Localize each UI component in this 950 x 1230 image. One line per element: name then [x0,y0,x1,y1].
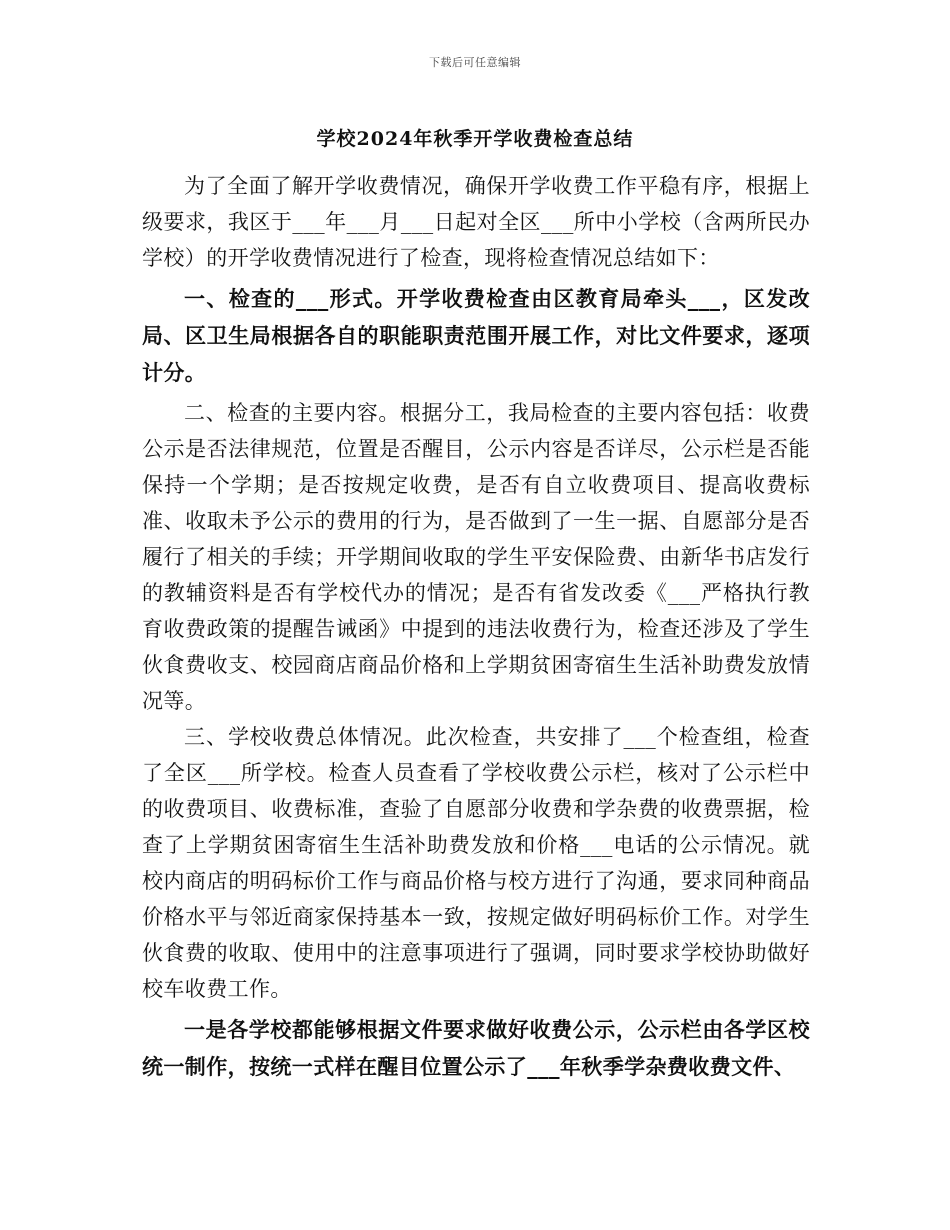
document-title: 学校2024年秋季开学收费检查总结 [316,128,634,150]
document-body [142,168,810,1089]
paragraph-section-1: 一、检查的___形式。开学收费检查由区教育局牵头___，区发改局、区卫生局根据各自的职能职责范围开展工作，对比文件要求，逐项计分。 [142,286,810,385]
paragraph-section-3: 三、学校收费总体情况。此次检查，共安排了___个检查组，检查了全区___所学校。检查人员查看了学校收费公示栏，核对了公示栏中的收费项目、收费标准，查验了自愿部分收费和学杂费的收费票据，检查了上学期贫困寄宿生生活补助费发放和价格___电话的公示情况。就校内商店的明码标价工作与商品价格与校方进行了沟通，要求同种商品价格水平与邻近商家保持基本一致，按规定做好明码标价工作。对学生伙食费的收取、使用中的注意事项进行了强调，同时要求学校协助做好校车收费工作。 [142,725,810,1001]
page-header-note: 下载后可任意编辑 [429,56,521,69]
paragraph-point-1: 一是各学校都能够根据文件要求做好收费公示，公示栏由各学区校统一制作，按统一式样在醒目位置公示了___年秋季学杂费收费文件、 [142,1017,810,1079]
paragraph-intro: 为了全面了解开学收费情况，确保开学收费工作平稳有序，根据上级要求，我区于___年___月___日起对全区___所中小学校（含两所民办学校）的开学收费情况进行了检查，现将检查情况总结如下： [142,174,810,270]
paragraph-section-2: 二、检查的主要内容。根据分工，我局检查的主要内容包括：收费公示是否法律规范，位置是否醒目，公示内容是否详尽，公示栏是否能保持一个学期；是否按规定收费，是否有自立收费项目、提高收费标准、收取未予公示的费用的行为，是否做到了一生一据、自愿部分是否履行了相关的手续；开学期间收取的学生平安保险费、由新华书店发行的教辅资料是否有学校代办的情况；是否有省发改委《___严格执行教育收费政策的提醒告诫函》中提到的违法收费行为，检查还涉及了学生伙食费收支、校园商店商品价格和上学期贫困寄宿生生活补助费发放情况等。 [142,401,810,713]
